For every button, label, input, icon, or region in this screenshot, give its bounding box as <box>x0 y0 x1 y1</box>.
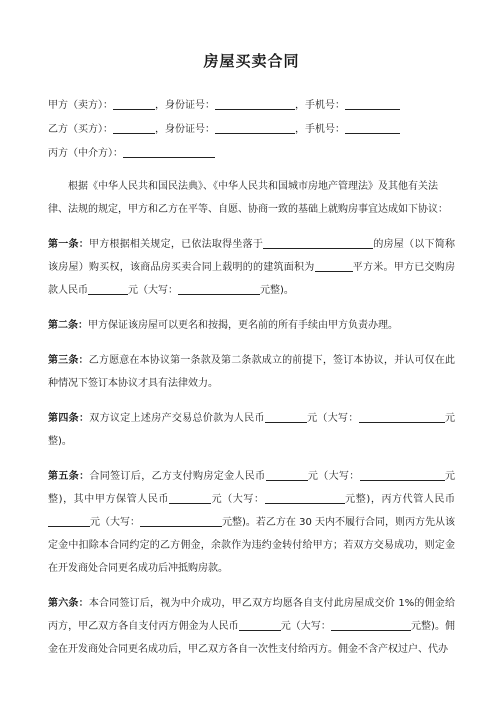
article-4-label: 第四条： <box>48 413 90 424</box>
article-1-text: 的房屋（以下简称该房屋）购买权，该商品房买卖合同上载明的的建筑面积为 <box>48 239 456 273</box>
agent-held-amount-blank <box>48 515 90 527</box>
article-1-text: 甲方根据相关规定，已依法取得坐落于 <box>88 239 264 250</box>
total-price-words-blank <box>359 411 445 423</box>
party-b-line <box>48 122 455 136</box>
commission-amount-blank <box>239 619 281 631</box>
article-4 <box>48 407 455 453</box>
article-5-text: 元（大写： <box>90 517 141 528</box>
party-c-label: 丙方（中介方）： <box>48 148 123 159</box>
party-b-id-blank <box>215 122 295 134</box>
party-b-id-label: ，身份证号： <box>155 124 215 135</box>
article-6-text: 元整)。佣金在开发商处合同更名成功后，甲乙双方各自一次性支付给丙方。佣金不含产权过户、代办 <box>48 621 456 655</box>
article-6-label: 第六条： <box>48 598 89 609</box>
party-a-label: 甲方（卖方）： <box>48 100 113 111</box>
party-b-name-blank <box>113 122 155 134</box>
building-area-blank <box>315 260 353 272</box>
party-a-id-label: ，身份证号： <box>155 100 215 111</box>
article-6-text: 本合同签订后，视为中介成功，甲乙双方均愿各自支付此房屋成交价 1%的佣金给丙方，甲乙双方各自支付丙方佣金为人民币 <box>48 598 456 632</box>
party-b-phone-label: ，手机号： <box>295 124 345 135</box>
article-3 <box>48 349 455 395</box>
article-5 <box>48 465 455 580</box>
article-1-text: 平方米。甲方已交购房款人民币 <box>48 262 455 296</box>
deposit-amount-blank <box>266 469 308 481</box>
article-5-text: 元整)。若乙方在 30 天内不履行合同，则丙方先从该定金中扣除本合同约定的乙方佣金，余款作为违约金转付给甲方；若双方交易成功，则定金在开发商处合同更名成功后冲抵购房款。 <box>48 517 456 574</box>
article-4-text: 双方议定上述房产交易总价款为人民币 <box>89 413 265 424</box>
article-5-text: 元（大写： <box>307 471 360 482</box>
article-1-label: 第一条： <box>48 239 89 250</box>
intro-paragraph: 根据《中华人民共和国民法典》、《中华人民共和国城市房地产管理法》及其他有关法律、法规的规定，甲方和乙方在平等、自愿、协商一致的基础上就购房事宜达成如下协议： <box>48 181 448 215</box>
paid-amount-words-blank <box>178 283 260 295</box>
article-4-text: 元整)。 <box>48 413 456 447</box>
seller-held-words-blank <box>265 492 345 504</box>
article-5-text: 元整)，丙方代管人民币 <box>344 494 455 505</box>
article-2 <box>48 314 455 337</box>
party-b-label: 乙方（买方）： <box>48 124 113 135</box>
party-a-name-blank <box>113 98 155 110</box>
party-a-phone-blank <box>345 98 400 110</box>
article-3-text: 乙方愿意在本协议第一条款及第二条款成立的前提下，签订本协议，并认可仅在此种情况下签订本协议才具有法律效力。 <box>48 355 456 389</box>
party-c-name-blank <box>123 146 215 158</box>
party-a-line <box>48 98 455 112</box>
total-price-blank <box>265 411 307 423</box>
article-2-label: 第二条： <box>48 320 88 331</box>
seller-held-amount-blank <box>169 492 211 504</box>
article-6 <box>48 592 455 661</box>
article-3-label: 第三条： <box>48 355 89 366</box>
commission-words-blank <box>331 619 411 631</box>
deposit-words-blank <box>360 469 445 481</box>
agent-held-words-blank <box>140 515 222 527</box>
article-6-text: 元（大写： <box>280 621 331 632</box>
party-a-id-blank <box>215 98 295 110</box>
paid-amount-blank <box>88 283 128 295</box>
party-c-line <box>48 146 455 160</box>
article-1 <box>48 233 455 302</box>
article-5-text: 元（大写： <box>211 494 265 505</box>
page-title: 房屋买卖合同 <box>203 52 300 70</box>
property-location-blank <box>263 237 373 249</box>
article-2-text: 甲方保证该房屋可以更名和按揭，更名前的所有手续由甲方负责办理。 <box>88 320 398 331</box>
party-a-phone-label: ，手机号： <box>295 100 345 111</box>
article-1-text: 元（大写： <box>128 285 178 296</box>
article-4-text: 元（大写： <box>306 413 359 424</box>
article-5-label: 第五条： <box>48 471 90 482</box>
article-5-text: 合同签订后，乙方支付购房定金人民币 <box>89 471 266 482</box>
party-b-phone-blank <box>345 122 400 134</box>
article-5-text: 元整)，其中甲方保管人民币 <box>48 471 456 505</box>
article-1-text: 元整)。 <box>260 285 294 296</box>
